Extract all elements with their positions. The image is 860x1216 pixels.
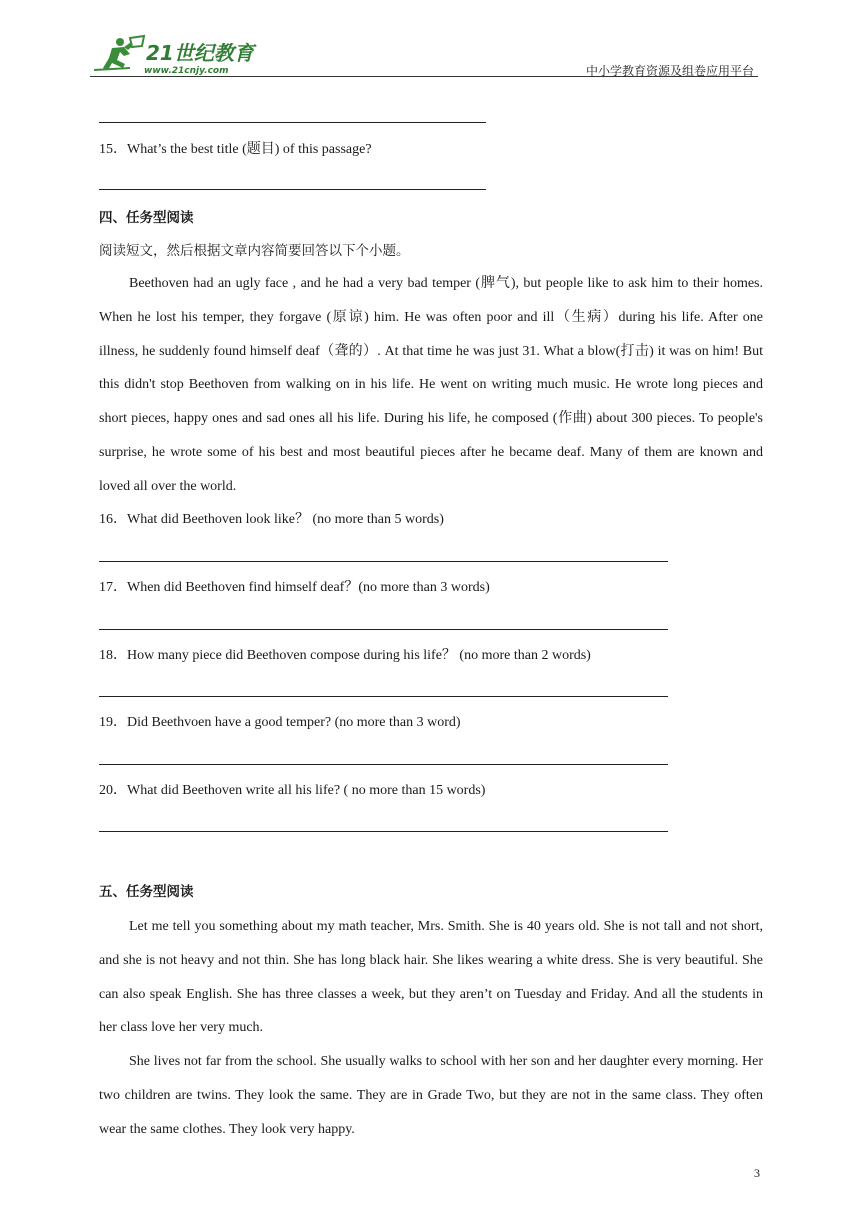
math-teacher-paragraph-1: Let me tell you something about my math teacher, Mrs. Smith. She is 40 years old. She is not tall and not short, and she is not heavy and not thin. She has long black hair. She likes wearing a white dress. She is very beautiful. She can also speak English. She has three classes a week, but they aren’t on Tuesday and Friday. And all the students in her class love her very much.: [99, 919, 763, 1036]
answer-blank-17[interactable]: [99, 629, 668, 630]
answer-blank-18[interactable]: [99, 696, 668, 697]
page-number: 3: [754, 1166, 760, 1180]
math-teacher-paragraph-2: She lives not far from the school. She usually walks to school with her son and her daughter every morning. Her two children are twins. They look the same. They are in Grade Two, but they are not in the same class. They often wear the same clothes. They look very happy.: [99, 1054, 763, 1137]
section-4-title: 四、任务型阅读: [99, 210, 194, 226]
question-18: 18．How many piece did Beethoven compose during his life？ (no more than 2 words): [99, 648, 591, 663]
logo: [90, 34, 260, 76]
page-header: [90, 28, 758, 78]
svg-text:21世纪教育: 21世纪教育: [146, 41, 254, 65]
section-5-title: 五、任务型阅读: [99, 884, 194, 900]
question-17: 17．When did Beethoven find himself deaf？(no more than 3 words): [99, 580, 490, 595]
beethoven-passage: Beethoven had an ugly face , and he had a very bad temper (脾气), but people like to ask him to their homes. When he lost his temper, they forgave (原谅) him. He was often poor and ill（生病）during his life. After one illness, he suddenly found himself deaf（聋的）. At that time he was just 31. What a blow(打击) it was on him! But this didn't stop Beethoven from walking on in his life. He went on writing much music. He wrote long pieces and short pieces, happy ones and sad ones all his life. During his life, he composed (作曲) about 300 pieces. To people's surprise, he wrote some of his best and most beautiful pieces after he became deaf. Many of them are known and loved all over the world.: [99, 276, 763, 494]
question-19: 19．Did Beethvoen have a good temper? (no more than 3 word): [99, 715, 461, 730]
section-4-instruction: 阅读短文，然后根据文章内容简要回答以下个小题。: [99, 243, 410, 259]
question-20: 20．What did Beethoven write all his life? ( no more than 15 words): [99, 783, 486, 798]
question-15: 15．What’s the best title (题目) of this passage?: [99, 142, 372, 157]
header-divider: [90, 76, 758, 77]
answer-blank-19[interactable]: [99, 764, 668, 765]
runner-icon: [94, 36, 144, 70]
platform-name: 中小学教育资源及组卷应用平台: [585, 64, 754, 78]
question-16: 16．What did Beethoven look like？ (no more than 5 words): [99, 512, 444, 527]
answer-blank-15[interactable]: [99, 189, 486, 190]
answer-blank-20[interactable]: [99, 831, 668, 832]
answer-blank-14[interactable]: [99, 122, 486, 123]
answer-blank-16[interactable]: [99, 561, 668, 562]
svg-text:www.21cnjy.com: www.21cnjy.com: [144, 66, 229, 76]
